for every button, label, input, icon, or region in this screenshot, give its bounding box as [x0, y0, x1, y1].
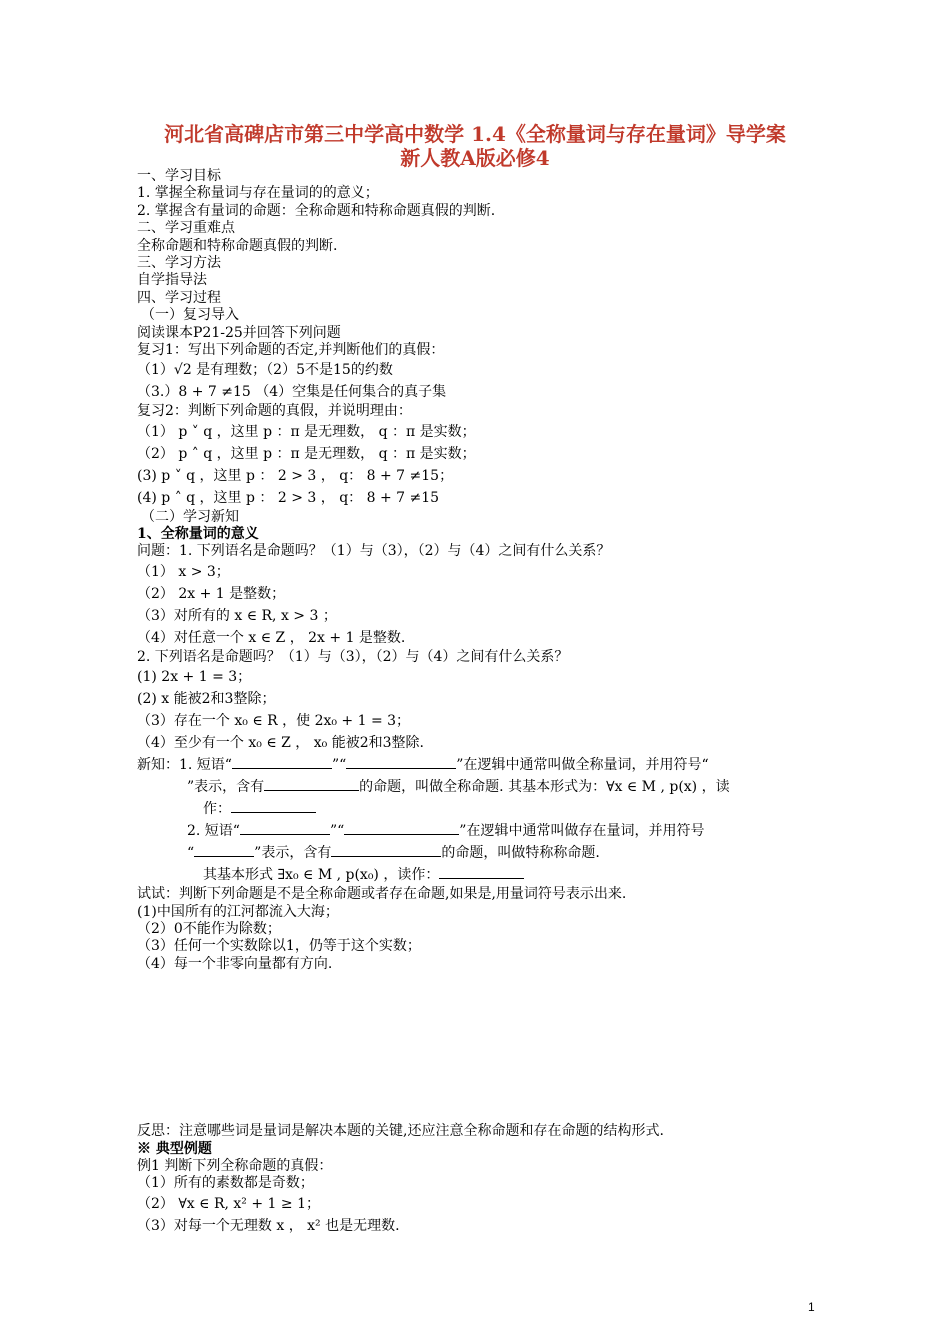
fill-blank[interactable] [240, 822, 330, 835]
text-line: （4）每一个非零向量都有方向. [137, 955, 333, 972]
text-span: 的命题，叫做全称命题. 其基本形式为：∀x ∈ M , p(x) ，读 [359, 779, 730, 796]
text-line: 试试：判断下列命题是不是全称命题或者存在命题,如果是,用量词符号表示出来. [137, 886, 627, 903]
page-number: 1 [808, 1300, 815, 1314]
text-line: （1） x > 3； [137, 563, 230, 580]
text-line: 复习2：判断下列命题的真假，并说明理由： [137, 403, 412, 420]
text-line: （4）对任意一个 x ∈ Z ， 2x + 1 是整数. [137, 629, 406, 646]
text-line: 复习1：写出下列命题的否定,并判断他们的真假： [137, 341, 445, 358]
text-line: 自学指导法 [137, 272, 207, 289]
text-line: 阅读课本P21-25并回答下列问题 [137, 324, 341, 341]
text-line: （1）所有的素数都是奇数； [137, 1175, 314, 1192]
text-line: (1) 2x + 1 = 3； [137, 669, 252, 686]
text-line: （1）√2 是有理数；（2）5不是15的约数 [137, 362, 393, 379]
text-line: 问题：1. 下列语名是命题吗？（1）与（3），（2）与（4）之间有什么关系？ [137, 543, 611, 560]
text-span: ”“ [331, 757, 347, 774]
text-span: 的命题，叫做特称称命题. [441, 845, 600, 862]
text-span: 其基本形式 ∃x₀ ∈ M , p(x₀) ，读作： [203, 867, 440, 884]
section-heading: 四、学习过程 [137, 289, 221, 306]
text-span: “ [187, 845, 195, 862]
doc-title-line1: 河北省高碑店市第三中学高中数学 1.4《全称量词与存在量词》导学案 [164, 122, 786, 146]
section-heading: 三、学习方法 [137, 254, 221, 271]
text-span: ”在逻辑中通常叫做存在量词，并用符号 [459, 823, 705, 840]
text-line: 2. 掌握含有量词的命题：全称命题和特称命题真假的判断. [137, 202, 496, 219]
text-line: (1)中国所有的江河都流入大海； [137, 903, 339, 920]
text-span: 作： [203, 801, 231, 818]
text-line: （3）对每一个无理数 x ， x² 也是无理数. [137, 1217, 400, 1234]
text-span: ”表示，含有 [187, 779, 265, 796]
fill-blank[interactable] [231, 800, 316, 813]
text-line: 全称命题和特称命题真假的判断. [137, 237, 338, 254]
text-line: 例1 判断下列全称命题的真假： [137, 1157, 333, 1174]
fill-blank[interactable] [439, 866, 524, 879]
fill-blank[interactable] [232, 756, 332, 769]
text-line: （4）至少有一个 x₀ ∈ Z ， x₀ 能被2和3整除. [137, 735, 424, 752]
newknow-line [137, 754, 827, 776]
text-line: (4) p ˄ q ，这里 p ： 2 > 3 ， q： 8 + 7 ≠15 [137, 489, 440, 506]
text-line: 1. 掌握全称量词与存在量词的的意义； [137, 185, 379, 202]
fill-blank[interactable] [346, 756, 456, 769]
text-line: 反思：注意哪些词是量词是解决本题的关键,还应注意全称命题和存在命题的结构形式. [137, 1123, 664, 1140]
newknow-line [137, 842, 827, 864]
text-line: （2） p ˄ q ，这里 p ：π 是无理数， q ：π 是实数； [137, 445, 476, 462]
text-line: （3）对所有的 x ∈ R, x > 3 ； [137, 607, 337, 624]
text-line: （3）任何一个实数除以1，仍等于这个实数； [137, 938, 421, 955]
text-span: ”表示，含有 [254, 845, 332, 862]
text-line: （1） p ˅ q ，这里 p ：π 是无理数， q ：π 是实数； [137, 423, 476, 440]
section-heading: 二、学习重难点 [137, 220, 235, 237]
text-span: 2. 短语“ [187, 823, 240, 840]
section-heading: ※ 典型例题 [137, 1140, 212, 1157]
text-span: 新知：1. 短语“ [137, 757, 232, 774]
text-span: ”“ [329, 823, 345, 840]
doc-title-line2: 新人教A版必修4 [400, 146, 550, 170]
text-span: ”在逻辑中通常叫做全称量词，并用符号“ [456, 757, 709, 774]
text-line: 2. 下列语名是命题吗？（1）与（3），（2）与（4）之间有什么关系？ [137, 648, 569, 665]
newknow-line [137, 864, 827, 886]
subsection-heading: （一）复习导入 [141, 307, 239, 324]
text-line: （2） ∀x ∈ R, x² + 1 ≥ 1； [137, 1195, 320, 1212]
section-heading: 一、学习目标 [137, 168, 221, 184]
newknow-line [137, 820, 827, 842]
text-line: （3.）8 + 7 ≠15 （4）空集是任何集合的真子集 [137, 384, 447, 401]
doc-body [137, 168, 827, 1237]
subsection-heading: （二）学习新知 [141, 508, 239, 525]
newknow-line [137, 798, 827, 820]
fill-blank[interactable] [344, 822, 459, 835]
text-line: (2) x 能被2和3整除； [137, 691, 276, 708]
fill-blank[interactable] [194, 844, 254, 857]
text-line: （2）0不能作为除数； [137, 921, 281, 938]
subsection-heading: 1、全称量词的意义 [137, 526, 259, 543]
text-line: （2） 2x + 1 是整数； [137, 585, 286, 602]
answer-space [137, 973, 827, 1123]
newknow-line [137, 776, 827, 798]
text-line: （3）存在一个 x₀ ∈ R ，使 2x₀ + 1 = 3； [137, 713, 411, 730]
fill-blank[interactable] [331, 844, 441, 857]
text-line: (3) p ˅ q ，这里 p ： 2 > 3 ， q： 8 + 7 ≠15； [137, 467, 454, 484]
fill-blank[interactable] [264, 778, 359, 791]
